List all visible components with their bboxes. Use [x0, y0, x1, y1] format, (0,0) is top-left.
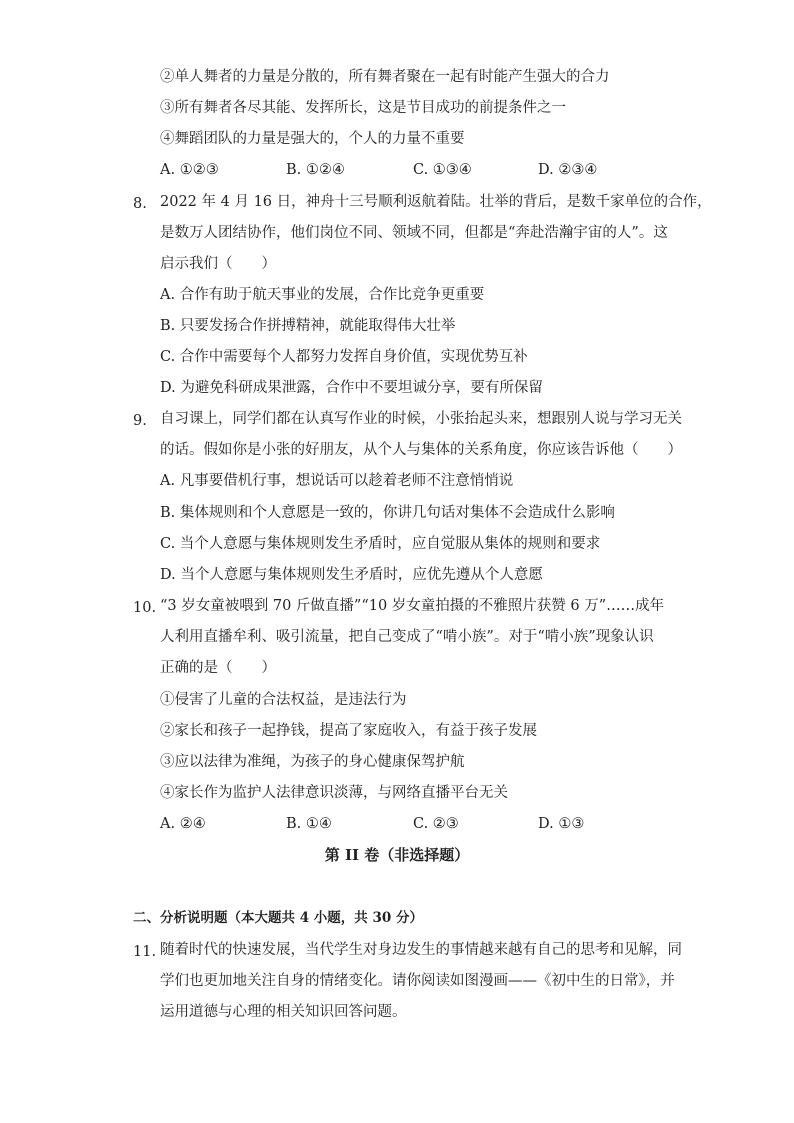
q7-item-4: ④舞蹈团队的力量是强大的，个人的力量不重要 — [160, 131, 465, 147]
q8-option-d: D. 为避免科研成果泄露，合作中不要坦诚分享，要有所保留 — [160, 380, 543, 396]
q10-option-a: A. ②④ — [160, 816, 206, 832]
q9-option-b: B. 集体规则和个人意愿是一致的，你讲几句话对集体不会造成什么影响 — [160, 505, 615, 521]
q9-number: 9. — [133, 413, 147, 429]
q10-option-b: B. ①④ — [286, 816, 332, 832]
q7-option-b: B. ①②④ — [286, 162, 345, 178]
q7-option-d: D. ②③④ — [538, 162, 598, 178]
q9-stem-line-1: 自习课上，同学们都在认真写作业的时候，小张抬起头来，想跟别人说与学习无关 — [160, 411, 682, 427]
q10-option-d: D. ①③ — [538, 816, 585, 832]
q7-item-2: ②单人舞者的力量是分散的，所有舞者聚在一起有时能产生强大的合力 — [160, 69, 610, 85]
q10-option-c: C. ②③ — [413, 816, 459, 832]
q9-option-d: D. 当个人意愿与集体规则发生矛盾时，应优先遵从个人意愿 — [160, 567, 543, 583]
q8-stem-line-3: 启示我们（ ） — [160, 256, 276, 272]
q9-option-c: C. 当个人意愿与集体规则发生矛盾时，应自觉服从集体的规则和要求 — [160, 536, 601, 552]
q9-option-a: A. 凡事要借机行事，想说话可以趁着老师不注意悄悄说 — [160, 473, 514, 489]
q10-item-1: ①侵害了儿童的合法权益，是违法行为 — [160, 692, 407, 708]
q7-option-a: A. ①②③ — [160, 162, 219, 178]
q11-stem-line-1: 随着时代的快速发展，当代学生对身边发生的事情越来越有自己的思考和见解，同 — [160, 942, 682, 958]
q10-options — [160, 815, 680, 833]
q10-item-2: ②家长和孩子一起挣钱，提高了家庭收入，有益于孩子发展 — [160, 723, 537, 739]
q10-stem-line-1: “3 岁女童被喂到 70 斤做直播”“10 岁女童拍摄的不雅照片获赞 6 万”……成年 — [160, 598, 665, 614]
q7-item-3: ③所有舞者各尽其能、发挥所长，这是节目成功的前提条件之一 — [160, 100, 566, 116]
q9-stem-line-2: 的话。假如你是小张的好朋友，从个人与集体的关系角度，你应该告诉他（ ） — [160, 442, 682, 458]
q10-stem-line-2: 人利用直播牟利、吸引流量，把自己变成了“啃小族”。对于“啃小族”现象认识 — [160, 629, 654, 645]
q7-option-c: C. ①③④ — [413, 162, 472, 178]
section-title: 第 II 卷（非选择题） — [324, 846, 470, 864]
q11-number: 11. — [133, 944, 157, 960]
q10-item-3: ③应以法律为准绳，为孩子的身心健康保驾护航 — [160, 754, 465, 770]
q7-options — [160, 161, 680, 179]
part2-heading: 二、分析说明题（本大题共 4 小题，共 30 分） — [133, 910, 423, 926]
q8-option-c: C. 合作中需要每个人都努力发挥自身价值，实现优势互补 — [160, 349, 528, 365]
q11-stem-line-3: 运用道德与心理的相关知识回答问题。 — [160, 1004, 407, 1020]
q8-stem-line-2: 是数万人团结协作，他们岗位不同、领域不同，但都是“奔赴浩瀚宇宙的人”。这 — [160, 225, 668, 241]
q8-stem-line-1: 2022 年 4 月 16 日，神舟十三号顺利返航着陆。壮举的背后，是数千家单位的合作， — [160, 194, 712, 210]
q10-number: 10. — [133, 600, 157, 616]
q11-stem-line-2: 学们也更加地关注自身的情绪变化。请你阅读如图漫画——《初中生的日常》，并 — [160, 973, 675, 989]
q10-stem-line-3: 正确的是（ ） — [160, 660, 276, 676]
q10-item-4: ④家长作为监护人法律意识淡薄，与网络直播平台无关 — [160, 785, 508, 801]
q8-option-b: B. 只要发扬合作拼搏精神，就能取得伟大壮举 — [160, 318, 456, 334]
q8-number: 8. — [133, 196, 147, 212]
q8-option-a: A. 合作有助于航天事业的发展，合作比竞争更重要 — [160, 287, 485, 303]
